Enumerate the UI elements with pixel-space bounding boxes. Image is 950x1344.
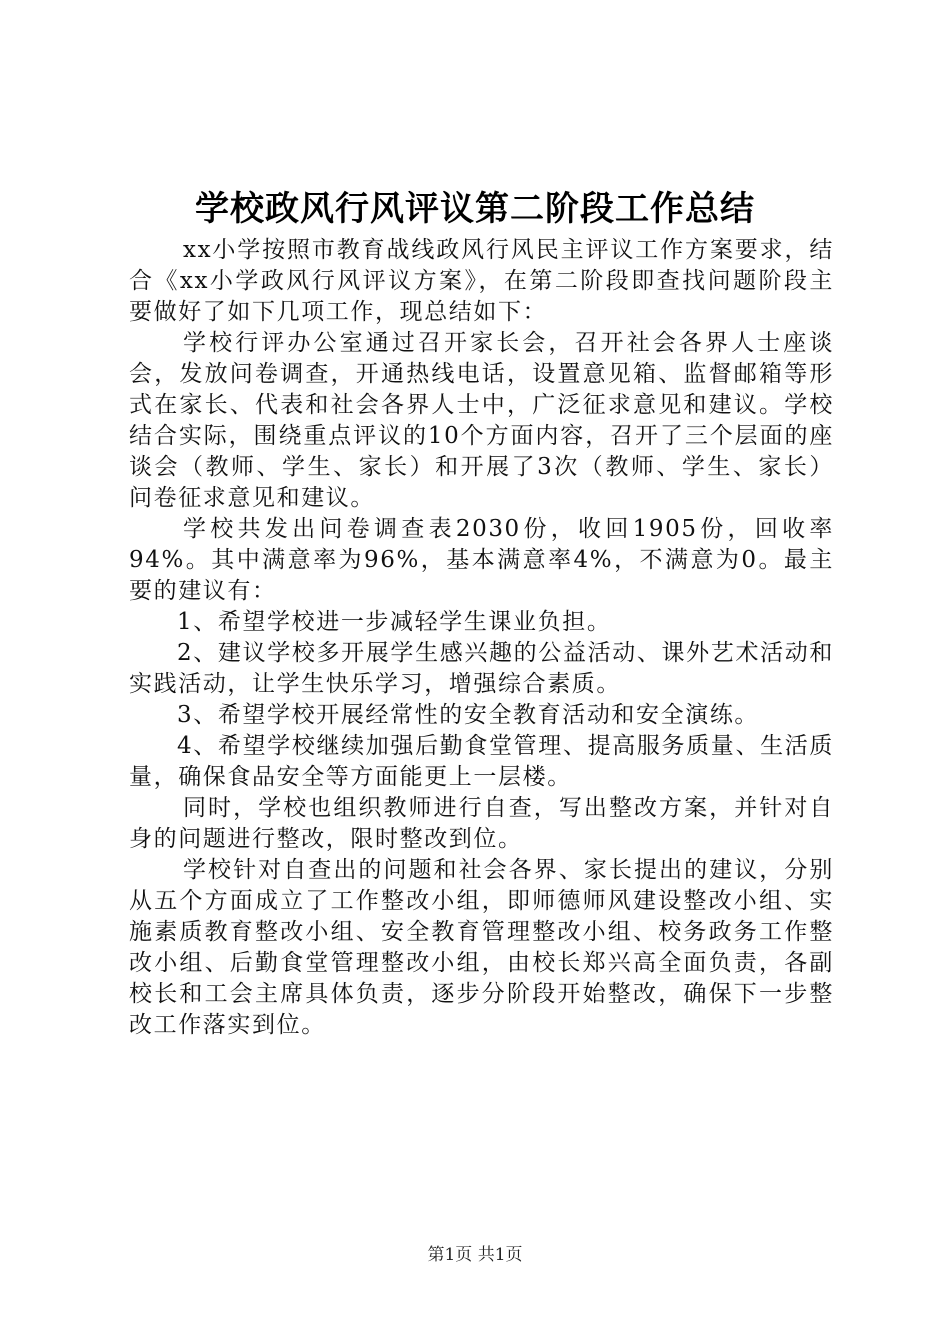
paragraph-survey-results: 学校共发出问卷调查表2030份，收回1905份，回收率94%。其中满意率为96%，基本满意率4%，不满意为0。最主要的建议有：	[129, 516, 834, 604]
paragraph-methods: 学校行评办公室通过召开家长会，召开社会各界人士座谈会，发放问卷调查，开通热线电话，设置意见箱、监督邮箱等形式在家长、代表和社会各界人士中，广泛征求意见和建议。学校结合实际，围绕重点评议的10个方面内容，召开了三个层面的座谈会（教师、学生、家长）和开展了3次（教师、学生、家长）问卷征求意见和建议。	[129, 330, 834, 511]
paragraph-intro: xx小学按照市教育战线政风行风民主评议工作方案要求，结合《xx小学政风行风评议方案》，在第二阶段即查找问题阶段主要做好了如下几项工作，现总结如下：	[129, 237, 834, 325]
suggestion-item-3: 3、希望学校开展经常性的安全教育活动和安全演练。	[177, 702, 760, 728]
suggestion-item-1: 1、希望学校进一步减轻学生课业负担。	[177, 609, 612, 635]
suggestion-item-2: 2、建议学校多开展学生感兴趣的公益活动、课外艺术活动和实践活动，让学生快乐学习，增强综合素质。	[129, 640, 834, 697]
document-body	[129, 235, 834, 1041]
paragraph-self-check: 同时，学校也组织教师进行自查，写出整改方案，并针对自身的问题进行整改，限时整改到位。	[129, 795, 834, 852]
suggestion-item-4: 4、希望学校继续加强后勤食堂管理、提高服务质量、生活质量，确保食品安全等方面能更上一层楼。	[129, 733, 834, 790]
page-number-footer: 第1页 共1页	[427, 1245, 523, 1265]
paragraph-rectification: 学校针对自查出的问题和社会各界、家长提出的建议，分别从五个方面成立了工作整改小组，即师德师风建设整改小组、实施素质教育整改小组、安全教育管理整改小组、校务政务工作整改小组、后勤食堂管理整改小组，由校长郑兴高全面负责，各副校长和工会主席具体负责，逐步分阶段开始整改，确保下一步整改工作落实到位。	[129, 857, 834, 1038]
document-title: 学校政风行风评议第二阶段工作总结	[195, 189, 755, 229]
